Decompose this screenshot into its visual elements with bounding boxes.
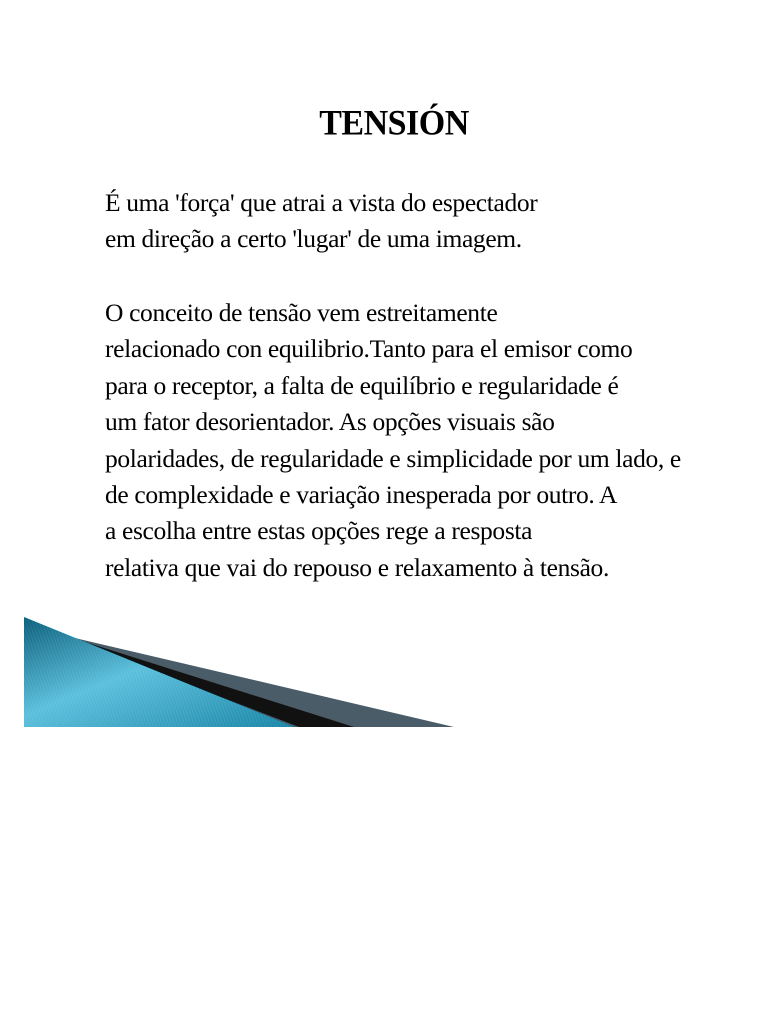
text-line: relacionado con equilibrio.Tanto para el emisor como [105,334,633,364]
text-line: um fator desorientador. As opções visuais são [105,407,555,437]
paragraph-definition [105,185,537,258]
slide-title: TENSIÓN [319,104,469,143]
decorative-wedge-graphic [24,617,454,727]
text-line: relativa que vai do repouso e relaxamento à tensão. [105,552,609,582]
paragraph-concept [105,295,681,586]
text-line: É uma 'força' que atrai a vista do espectador [105,188,538,217]
text-line: em direção a certo 'lugar' de uma imagem. [105,224,522,254]
text-line: a escolha entre estas opções rege a resposta [105,516,533,546]
text-line: de complexidade e variação inesperada por outro. A [105,479,618,509]
text-line: para o receptor, a falta de equilíbrio e regularidade é [105,370,619,400]
text-line: O conceito de tensão vem estreitamente [105,298,498,327]
text-line: polaridades, de regularidade e simplicidade por um lado, e [105,443,681,473]
